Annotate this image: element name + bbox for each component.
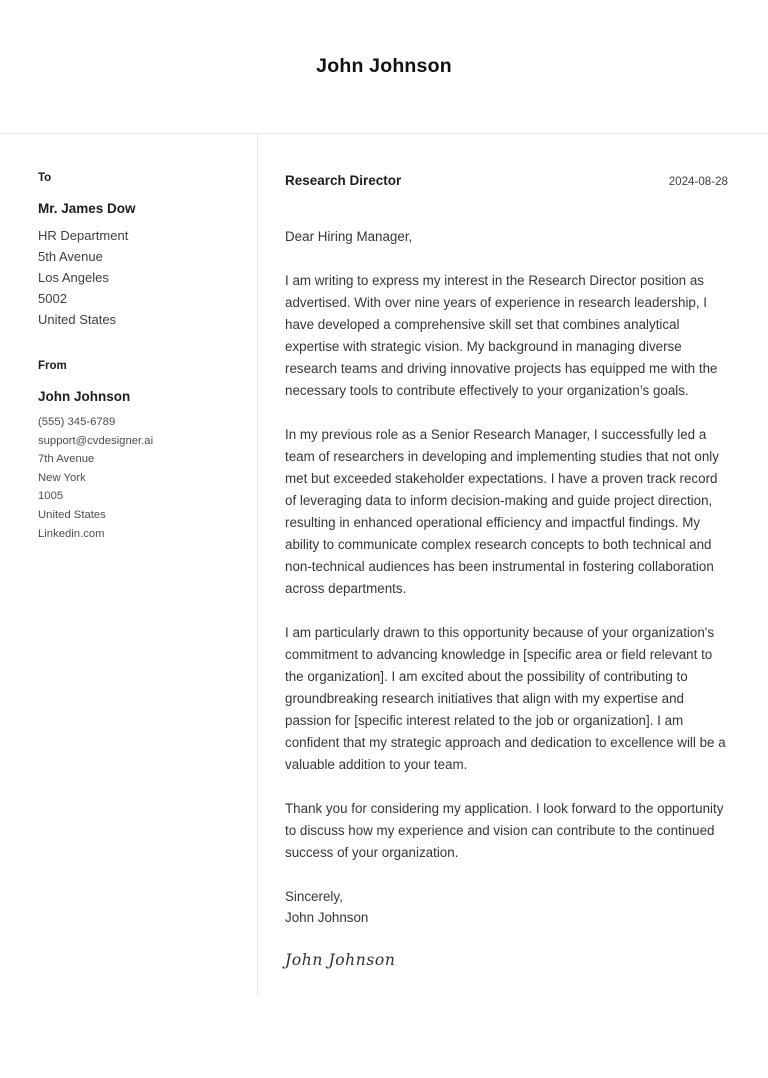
sender-website: Linkedin.com <box>38 527 105 540</box>
sender-name: John Johnson <box>38 388 131 404</box>
recipient-line: 5th Avenue <box>38 249 103 265</box>
sender-phone: (555) 345-6789 <box>38 416 116 429</box>
recipient-line: 5002 <box>38 291 67 307</box>
letter-content <box>257 133 768 970</box>
closing-name: John Johnson <box>285 909 369 925</box>
contact-sidebar <box>0 133 257 543</box>
letter-body <box>0 133 768 970</box>
sender-line: 7th Avenue <box>38 453 95 466</box>
column-divider <box>257 133 258 997</box>
recipient-label: To <box>38 172 52 184</box>
recipient-line: HR Department <box>38 228 129 244</box>
sender-line: 1005 <box>38 490 64 503</box>
salutation: Dear Hiring Manager, <box>285 228 413 244</box>
letter-paragraph: I am particularly drawn to this opportunity because of your organization's commitment to advancing knowledge in [specific area or field relevant to the organization]. I am excited about the possibility of contributing to groundbreaking research initiatives that align with my expertise and passion for [specific interest related to the job or organization]. I am confident that my strategic approach and dedication to excellence will be a valuable addition to your team. <box>285 624 726 772</box>
letter-header <box>0 0 768 133</box>
letter-date: 2024-08-28 <box>668 175 728 188</box>
recipient-block <box>38 172 239 330</box>
sender-label: From <box>38 360 67 373</box>
sender-block <box>38 360 239 543</box>
page-title: John Johnson <box>316 54 452 77</box>
letter-paragraph: Thank you for considering my application. I look forward to the opportunity to discuss how my experience and vision can contribute to the continued success of your organization. <box>285 800 724 860</box>
recipient-line: United States <box>38 312 117 328</box>
sender-email: support@cvdesigner.ai <box>38 434 154 447</box>
letter-paragraph: I am writing to express my interest in the Research Director position as advertised. With over nine years of experience in research leadership, I have developed a comprehensive skill set that combines analytical expertise with strategic vision. My background in managing diverse research teams and driving innovative projects has equipped me with the necessary tools to contribute effectively to your organization’s goals. <box>285 272 718 398</box>
job-title: Research Director <box>285 173 402 188</box>
sender-line: United States <box>38 509 106 521</box>
sender-line: New York <box>38 471 86 484</box>
signature: John Johnson <box>285 950 396 969</box>
letter-paragraph: In my previous role as a Senior Research Manager, I successfully led a team of researchers in developing and implementing studies that not only met but exceeded stakeholder expectations. I have a proven track record of leveraging data to inform decision-making and guide project direction, resulting in enhanced operational efficiency and impactful findings. My ability to communicate complex research concepts to both technical and non-technical audiences has been instrumental in fostering collaboration across departments. <box>285 426 719 596</box>
letter-meta-row <box>285 172 728 190</box>
recipient-line: Los Angeles <box>38 270 109 286</box>
recipient-name: Mr. James Dow <box>38 200 136 216</box>
closing-salutation: Sincerely, <box>285 888 343 904</box>
